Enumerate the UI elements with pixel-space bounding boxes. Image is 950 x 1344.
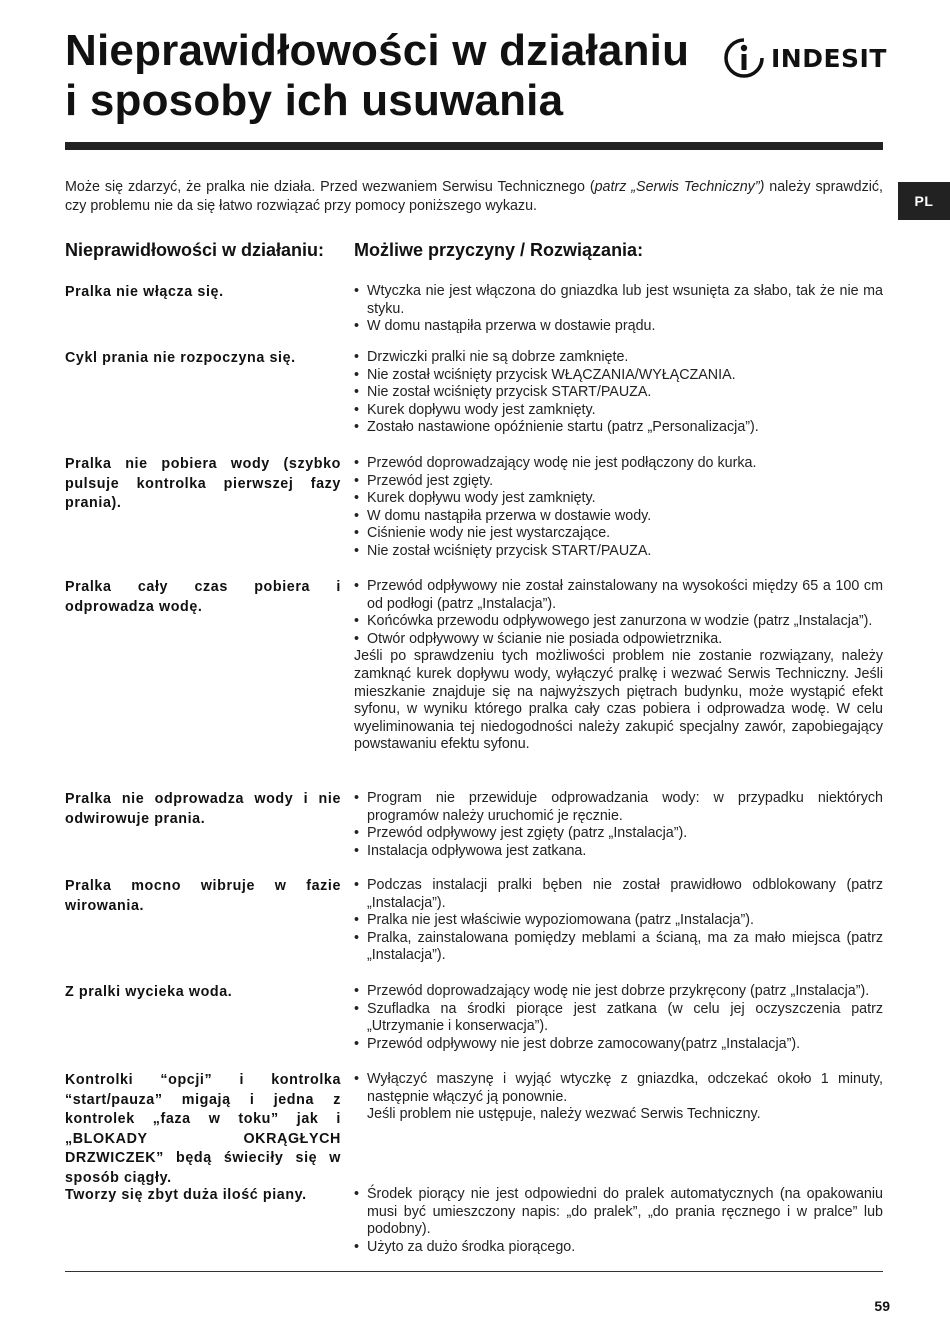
page-title <box>65 26 689 126</box>
cause-note: Jeśli po sprawdzeniu tych możliwości problem nie zostanie rozwiązany, należy zamknąć kurek dopływu wody, wyłączyć pralkę i wezwać Serwis Techniczny. Jeśli mieszkanie znajduje się na najwyższych piętrach budynku, może wystąpić efekt syfonu, w wyniku którego pralka cały czas pobiera i odprowadza wodę. W celu wyeliminowania tej niedogodności należy zakupić specjalny zawór, zapobiegający powstawaniu efektu syfonu. <box>354 648 883 753</box>
brand-logo <box>722 36 887 80</box>
causes-list <box>354 455 883 561</box>
problem-label: Pralka mocno wibruje w fazie wirowania. <box>65 878 341 914</box>
cause-item: • Pralka nie jest właściwie wypoziomowana (patrz „Instalacja”). <box>354 912 883 930</box>
problems-column-header: Nieprawidłowości w działaniu: <box>65 240 325 260</box>
problem-label: Cykl prania nie rozpoczyna się. <box>65 350 296 366</box>
cause-item: • Przewód jest zgięty. <box>354 473 883 491</box>
cause-item: • Środek piorący nie jest odpowiedni do pralek automatycznych (na opakowaniu musi być umieszczony napis: „do pralek”, „do prania ręcznego i w pralce” lub podobny). <box>354 1186 883 1239</box>
problem-label: Pralka nie pobiera wody (szybko pulsuje kontrolka pierwszej fazy prania). <box>65 456 341 511</box>
title-line-2: i sposoby ich usuwania <box>65 76 564 125</box>
cause-item: • Nie został wciśnięty przycisk WŁĄCZANIA/WYŁĄCZANIA. <box>354 367 883 385</box>
cause-item: • Przewód doprowadzający wodę nie jest dobrze przykręcony (patrz „Instalacja”). <box>354 983 883 1001</box>
causes-list <box>354 1071 883 1124</box>
intro-reference: patrz „Serwis Techniczny”) <box>594 179 765 195</box>
title-line-1: Nieprawidłowości w działaniu <box>65 26 690 75</box>
cause-item: • Przewód odpływowy nie jest dobrze zamocowany(patrz „Instalacja”). <box>354 1036 883 1054</box>
cause-item: • Ciśnienie wody nie jest wystarczające. <box>354 525 883 543</box>
cause-item: • Kurek dopływu wody jest zamknięty. <box>354 402 883 420</box>
problem-label: Pralka cały czas pobiera i odprowadza wodę. <box>65 579 341 615</box>
causes-list <box>354 983 883 1053</box>
cause-item: • Przewód doprowadzający wodę nie jest podłączony do kurka. <box>354 455 883 473</box>
intro-text-2: należy sprawdzić, czy problemu nie da się łatwo rozwiązać przy pomocy poniższego wykazu. <box>65 179 884 214</box>
problem-label: Tworzy się zbyt duża ilość piany. <box>65 1187 307 1203</box>
language-tab: PL <box>898 182 950 220</box>
cause-item: • Nie został wciśnięty przycisk START/PAUZA. <box>354 543 883 561</box>
info-i-logo-icon <box>722 36 766 80</box>
brand-name: INDESIT <box>771 43 887 73</box>
cause-item: • Nie został wciśnięty przycisk START/PAUZA. <box>354 384 883 402</box>
cause-item: • Zostało nastawione opóźnienie startu (patrz „Personalizacja”). <box>354 419 883 437</box>
cause-item: • Użyto za dużo środka piorącego. <box>354 1239 883 1257</box>
intro-paragraph <box>65 178 883 216</box>
cause-item: • Otwór odpływowy w ścianie nie posiada odpowietrznika. <box>354 631 883 649</box>
cause-item: • W domu nastąpiła przerwa w dostawie wody. <box>354 508 883 526</box>
bottom-divider <box>65 1271 883 1272</box>
problem-label: Z pralki wycieka woda. <box>65 984 233 1000</box>
cause-item: • Wyłączyć maszynę i wyjąć wtyczkę z gniazdka, odczekać około 1 minuty, następnie włączyć ją ponownie. <box>354 1071 883 1106</box>
problem-label: Pralka nie włącza się. <box>65 284 224 300</box>
cause-item: • Drzwiczki pralki nie są dobrze zamknięte. <box>354 349 883 367</box>
problem-label: Pralka nie odprowadza wody i nie odwirowuje prania. <box>65 791 341 827</box>
cause-item: • Pralka, zainstalowana pomiędzy meblami a ścianą, ma za mało miejsca (patrz „Instalacja”). <box>354 930 883 965</box>
causes-column-header: Możliwe przyczyny / Rozwiązania: <box>354 240 644 260</box>
intro-text-1: Może się zdarzyć, że pralka nie działa. Przed wezwaniem Serwisu Technicznego ( <box>65 179 595 195</box>
causes-list <box>354 578 883 754</box>
causes-list <box>354 349 883 437</box>
causes-list <box>354 1186 883 1256</box>
cause-item: • Wtyczka nie jest włączona do gniazdka lub jest wsunięta za słabo, tak że nie ma styku. <box>354 283 883 318</box>
causes-list <box>354 283 883 336</box>
cause-note: Jeśli problem nie ustępuje, należy wezwać Serwis Techniczny. <box>367 1106 761 1123</box>
cause-item: • Podczas instalacji pralki bęben nie został prawidłowo odblokowany (patrz „Instalacja”). <box>354 877 883 912</box>
causes-list <box>354 790 883 860</box>
cause-item: • Kurek dopływu wody jest zamknięty. <box>354 490 883 508</box>
problem-label: Kontrolki “opcji” i kontrolka “start/pauza” migają i jedna z kontrolek „faza w toku” jak i „BLOKADY OKRĄGŁYCH DRZWICZEK” będą świeciły się w sposób ciągły. <box>65 1072 341 1186</box>
cause-item: • W domu nastąpiła przerwa w dostawie prądu. <box>354 318 883 336</box>
title-divider <box>65 142 883 150</box>
cause-item: • Przewód odpływowy jest zgięty (patrz „Instalacja”). <box>354 825 883 843</box>
cause-item: • Program nie przewiduje odprowadzania wody: w przypadku niektórych programów należy uruchomić je ręcznie. <box>354 790 883 825</box>
cause-item: • Końcówka przewodu odpływowego jest zanurzona w wodzie (patrz „Instalacja”). <box>354 613 883 631</box>
cause-item: • Instalacja odpływowa jest zatkana. <box>354 843 883 861</box>
page-number: 59 <box>874 1298 890 1314</box>
causes-list <box>354 877 883 965</box>
cause-item: • Szufladka na środki piorące jest zatkana (w celu jej oczyszczenia patrz „Utrzymanie i konserwacja”). <box>354 1001 883 1036</box>
cause-item: • Przewód odpływowy nie został zainstalowany na wysokości między 65 a 100 cm od podłogi (patrz „Instalacja”). <box>354 578 883 613</box>
